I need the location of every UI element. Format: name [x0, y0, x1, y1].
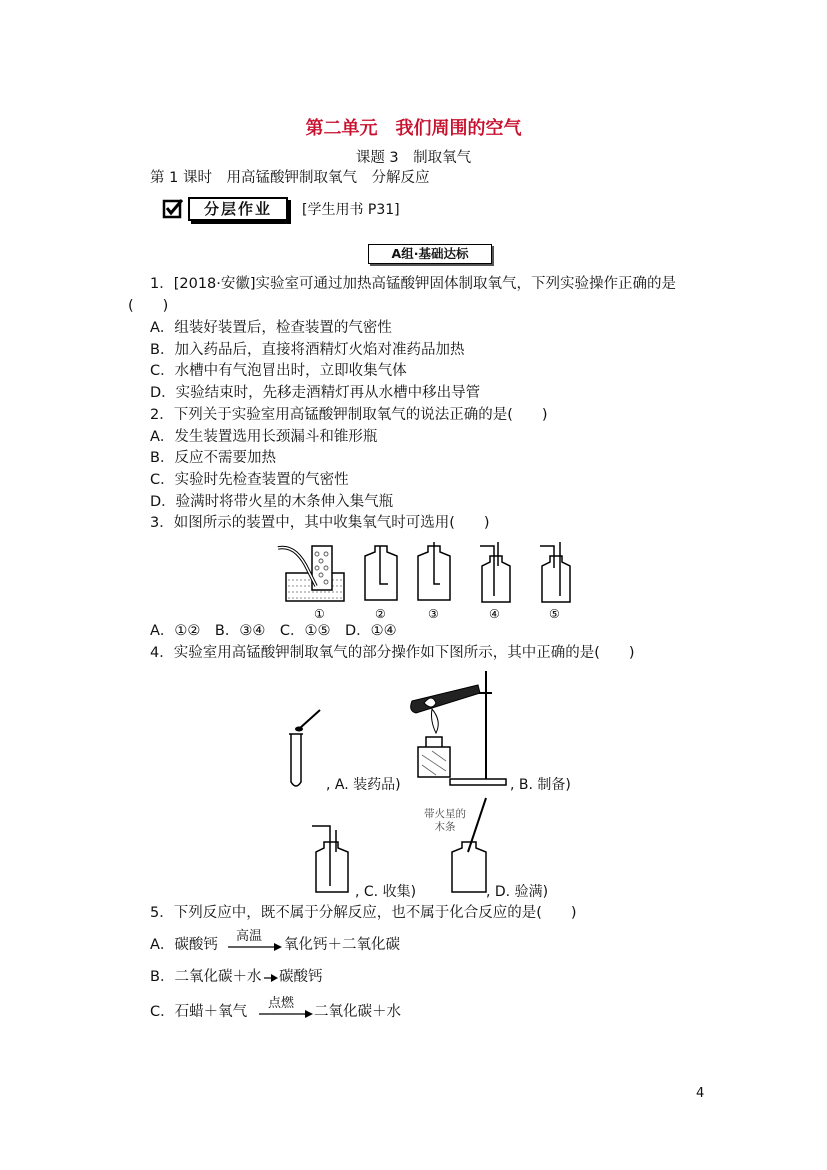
q4-stem: 4．实验室用高锰酸钾制取氧气的部分操作如下图所示，其中正确的是( )	[150, 645, 635, 661]
fig-label-5: ⑤	[549, 607, 560, 621]
topic-title: 课题 3 制取氧气	[355, 150, 472, 166]
q1-option-b: B．加入药品后，直接将酒精灯火焰对准药品加热	[150, 342, 465, 358]
homework-banner	[162, 197, 400, 221]
fig-label-4: ④	[489, 607, 500, 621]
reaction-arrow-b	[263, 973, 279, 983]
collection-bottle-figure	[310, 822, 356, 894]
checkbox-icon	[162, 198, 184, 220]
q5-stem: 5．下列反应中，既不属于分解反应，也不属于化合反应的是( )	[150, 905, 577, 921]
q2-option-d: D．验满时将带火星的木条伸入集气瓶	[150, 494, 394, 510]
q3-stem: 3．如图所示的装置中，其中收集氧气时可选用( )	[150, 515, 490, 531]
q2-option-c: C．实验时先检查装置的气密性	[150, 472, 349, 488]
q1-stem: 1．[2018·安徽]实验室可通过加热高锰酸钾固体制取氧气，下列实验操作正确的是	[150, 276, 677, 292]
q4-caption-d: , D. 验满)	[486, 884, 549, 900]
q4-caption-a: , A. 装药品)	[326, 777, 401, 793]
reaction-arrow-c	[257, 1009, 315, 1019]
lesson-title: 第 1 课时 用高锰酸钾制取氧气 分解反应	[150, 170, 430, 186]
book-reference: [学生用书 P31]	[302, 202, 400, 218]
q5-option-a-products: 氧化钙＋二氧化碳	[284, 937, 400, 953]
q2-option-a: A．发生装置选用长颈漏斗和锥形瓶	[150, 429, 378, 445]
bottle-apparatus-4	[480, 542, 510, 602]
bottle-apparatus-2	[365, 546, 397, 600]
q5-option-c-products: 二氧化碳＋水	[314, 1004, 401, 1020]
q2-option-b: B．反应不需要加热	[150, 450, 276, 466]
bottle-apparatus-3	[418, 542, 450, 600]
fig-label-1: ①	[314, 607, 325, 621]
q5-option-c-prefix: C．石蜡＋氧气	[150, 1004, 248, 1020]
fig-label-2: ②	[375, 607, 386, 621]
unit-title: 第二单元 我们周围的空气	[305, 118, 522, 139]
q5-option-c-condition: 点燃	[268, 996, 295, 1011]
fig-label-3: ③	[428, 607, 439, 621]
q1-option-d: D．实验结束时，先移走酒精灯再从水槽中移出导管	[150, 385, 481, 401]
homework-label: 分层作业	[188, 197, 288, 221]
q1-option-c: C．水槽中有气泡冒出时，立即收集气体	[150, 363, 407, 379]
q3-options: A．①② B．③④ C．①⑤ D．①④	[150, 623, 397, 639]
q4-caption-b: , B. 制备)	[510, 777, 571, 793]
test-tube-spatula-figure	[286, 706, 326, 790]
group-label: A组·基础达标	[368, 244, 492, 264]
q3-figure	[276, 540, 586, 622]
bottle-apparatus-5	[540, 542, 570, 602]
q1-option-a: A．组装好装置后，检查装置的气密性	[150, 320, 392, 336]
heating-apparatus-figure	[406, 665, 510, 787]
q2-stem: 2．下列关于实验室用高锰酸钾制取氧气的说法正确的是( )	[150, 407, 548, 423]
q4-caption-c: , C. 收集)	[355, 884, 417, 900]
q5-option-b-prefix: B．二氧化碳＋水	[150, 969, 262, 985]
q5-option-a-prefix: A．碳酸钙	[150, 937, 218, 953]
reaction-arrow-a	[226, 942, 284, 952]
water-trough-apparatus	[278, 546, 344, 601]
q5-option-b-products: 碳酸钙	[279, 969, 323, 985]
splint-label: 带火星的 木条	[424, 808, 466, 833]
page-number: 4	[696, 1086, 705, 1101]
q5-option-a-condition: 高温	[236, 929, 263, 944]
q1-stem-bracket: ( )	[128, 298, 169, 314]
